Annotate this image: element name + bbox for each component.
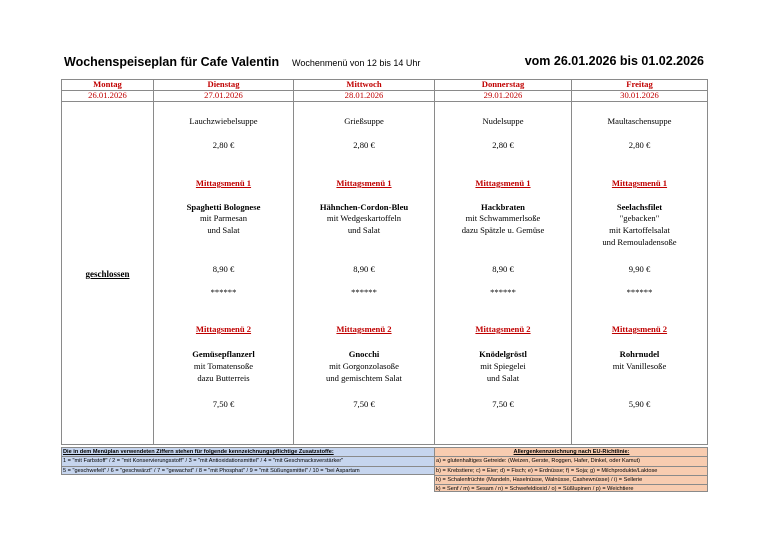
- menu-1-label: Mittagsmenü 1: [611, 178, 668, 188]
- thursday-cell: [435, 102, 572, 445]
- menu-1-title: Hähnchen-Cordon-Bleu: [319, 202, 409, 212]
- monday-cell: [62, 102, 154, 445]
- menu-1-line: mit Wedgeskartoffeln: [326, 213, 402, 223]
- date-range: vom 26.01.2026 bis 01.02.2026: [524, 54, 704, 68]
- additives-legend: [61, 447, 436, 475]
- soup-name: Nudelsuppe: [482, 116, 524, 126]
- menu-body-row: [62, 102, 708, 445]
- menu-1-title: Seelachsfilet: [616, 202, 663, 212]
- wednesday-cell: [294, 102, 435, 445]
- menu-2-price: 7,50 €: [353, 399, 375, 409]
- menu-1-price: 8,90 €: [212, 264, 235, 274]
- menu-2-price: 5,90 €: [628, 399, 651, 409]
- menu-2-price: 7,50 €: [492, 399, 514, 409]
- soup-name: Grießsuppe: [344, 116, 384, 126]
- allergen-legend-title: Allergenkennzeichnung nach EU-Richtlinie:: [513, 449, 630, 455]
- menu-2-line: und Salat: [486, 373, 520, 383]
- menu-1-price: 8,90 €: [353, 264, 375, 274]
- menu-1-price: 9,90 €: [628, 264, 651, 274]
- menu-2-line: dazu Butterreis: [197, 373, 250, 383]
- allergen-legend-row: a) = glutenhaltiges Getreide: (Weizen, Gerste, Roggen, Hafer, Dinkel, oder Kamut): [435, 456, 707, 465]
- soup-name: Lauchzwiebelsuppe: [189, 116, 258, 126]
- menu-1-line: mit Schwammerlsoße: [465, 213, 541, 223]
- allergen-legend-row: k) = Senf / m) = Sesam / n) = Schwefeldioxid / o) = Süßlupinen / p) = Weichtiere: [435, 484, 707, 493]
- menu-2-label: Mittagsmenü 2: [195, 324, 252, 334]
- day-header-row: [62, 80, 708, 102]
- menu-1-label: Mittagsmenü 1: [195, 178, 252, 188]
- additives-legend-title: Die in dem Menüplan verwendeten Ziffern stehen für folgende kennzeichnungspflichtige Zusatzstoffe:: [63, 449, 334, 455]
- menu-1-line: dazu Spätzle u. Gemüse: [461, 225, 545, 235]
- friday-cell: [572, 102, 708, 445]
- page-title: Wochenspeiseplan für Cafe Valentin: [64, 55, 280, 69]
- day-header-tuesday: [154, 80, 294, 102]
- menu-1-line: und Salat: [207, 225, 240, 235]
- day-date: 28.01.2026: [344, 89, 384, 100]
- separator: ******: [490, 287, 516, 297]
- menu-2-line: mit Vanillesoße: [612, 361, 667, 371]
- menu-2-title: Gemüsepflanzerl: [192, 349, 255, 359]
- day-name: Donnerstag: [435, 80, 571, 91]
- menu-2-line: mit Gorgonzolasoße: [329, 361, 399, 371]
- page-subtitle: Wochenmenü von 12 bis 14 Uhr: [292, 58, 421, 68]
- menu-table: [61, 79, 708, 445]
- allergen-legend-row: h) = Schalenfrüchte (Mandeln, Haselnüsse, Walnüsse, Cashewnüsse) / i) = Sellerie: [435, 475, 707, 484]
- menu-2-title: Knödelgröstl: [479, 349, 527, 359]
- menu-1-line: und Remouladensoße: [602, 237, 677, 247]
- day-header-friday: [572, 80, 708, 102]
- separator: ******: [626, 287, 653, 297]
- allergen-legend: [434, 447, 708, 492]
- day-name: Dienstag: [154, 80, 293, 91]
- day-name: Freitag: [572, 80, 707, 91]
- day-header-thursday: [435, 80, 572, 102]
- menu-1-label: Mittagsmenü 1: [336, 178, 392, 188]
- soup-price: 2,80 €: [628, 140, 651, 150]
- menu-2-label: Mittagsmenü 2: [611, 324, 668, 334]
- additives-legend-row: 1 = "mit Farbstoff" / 2 = "mit Konservierungsstoff" / 3 = "mit Antioxidationsmittel" / 4 = "mit Geschmacksverstärker": [62, 456, 435, 465]
- menu-2-title: Rohrnudel: [619, 349, 660, 359]
- tuesday-cell: [154, 102, 294, 445]
- menu-2-title: Gnocchi: [348, 349, 380, 359]
- menu-2-line: mit Spiegelei: [480, 361, 526, 371]
- soup-price: 2,80 €: [492, 140, 514, 150]
- day-header-wednesday: [294, 80, 435, 102]
- soup-price: 2,80 €: [212, 140, 235, 150]
- menu-1-price: 8,90 €: [492, 264, 514, 274]
- separator: ******: [351, 287, 377, 297]
- day-name: Mittwoch: [294, 80, 434, 91]
- menu-1-line: mit Kartoffelsalat: [609, 225, 670, 235]
- menu-2-line: und gemischtem Salat: [326, 373, 402, 383]
- day-date: 30.01.2026: [620, 89, 659, 100]
- menu-2-price: 7,50 €: [212, 399, 235, 409]
- menu-2-label: Mittagsmenü 2: [336, 324, 392, 334]
- separator: ******: [210, 287, 237, 297]
- menu-2-line: mit Tomatensoße: [193, 361, 254, 371]
- day-date: 26.01.2026: [88, 89, 127, 100]
- menu-1-title: Spaghetti Bolognese: [186, 202, 261, 212]
- day-date: 27.01.2026: [204, 89, 243, 100]
- allergen-legend-row: b) = Krebstiere; c) = Eier; d) = Fisch; e) = Erdnüsse; f) = Soja; g) = Milchprodukte/Laktose: [435, 466, 707, 475]
- soup-price: 2,80 €: [353, 140, 375, 150]
- day-header-monday: [62, 80, 154, 102]
- day-name: Montag: [62, 80, 153, 91]
- closed-label: geschlossen: [85, 269, 130, 279]
- soup-name: Maultaschensuppe: [607, 116, 672, 126]
- menu-1-line: mit Parmesan: [199, 213, 248, 223]
- menu-1-label: Mittagsmenü 1: [475, 178, 531, 188]
- menu-1-line: und Salat: [347, 225, 381, 235]
- day-date: 29.01.2026: [483, 89, 523, 100]
- menu-1-line: "gebacken": [619, 213, 660, 223]
- additives-legend-row: 5 = "geschwefelt" / 6 = "geschwärzt" / 7 = "gewachst" / 8 = "mit Phosphat" / 9 = "mit Süßungsmittel" / 10 = "bei Aspartam: [62, 466, 435, 475]
- menu-1-title: Hackbraten: [481, 202, 525, 212]
- menu-2-label: Mittagsmenü 2: [475, 324, 531, 334]
